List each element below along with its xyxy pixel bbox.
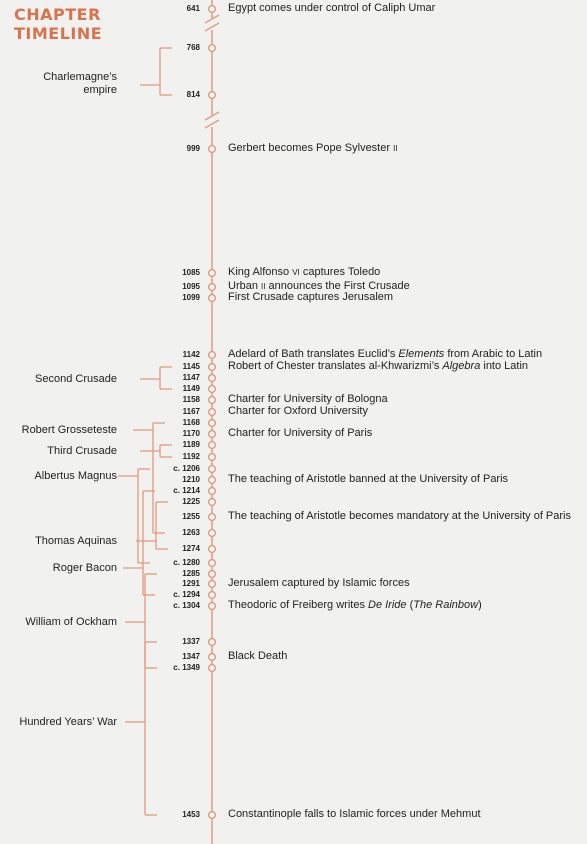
event-text: Urban	[228, 280, 262, 292]
year-label: 1210	[182, 475, 200, 484]
title-line-2: TIMELINE	[14, 24, 103, 43]
event-title-italic: The Rainbow	[413, 599, 479, 611]
event-text: from Arabic to Latin	[444, 348, 543, 360]
event-label	[228, 427, 372, 439]
period-label-line: empire	[83, 84, 117, 96]
year-marker	[209, 812, 216, 819]
year-marker	[209, 665, 216, 672]
period-label	[47, 445, 117, 458]
year-marker	[209, 546, 216, 553]
event-text: Black Death	[228, 650, 288, 662]
year-marker	[209, 514, 216, 521]
year-label: 1085	[182, 268, 200, 277]
event-text: Robert of Chester translates al-Khwarizmi’s	[228, 360, 443, 372]
year-marker	[209, 431, 216, 438]
period-bracket	[140, 48, 172, 95]
period-label	[34, 470, 117, 483]
event-text: captures Toledo	[299, 266, 381, 278]
period-label	[35, 535, 117, 548]
year-label: 1170	[182, 429, 200, 438]
period-label	[35, 373, 117, 386]
year-marker	[209, 592, 216, 599]
year-label: 1337	[182, 637, 200, 646]
year-label: c. 1214	[173, 486, 200, 495]
event-text: VI	[292, 268, 300, 277]
year-label: 1255	[182, 512, 200, 521]
event-title-italic: De Iride	[368, 599, 407, 611]
period-label	[25, 616, 117, 629]
year-marker	[209, 488, 216, 495]
year-marker	[209, 442, 216, 449]
year-marker	[209, 639, 216, 646]
period-bracket	[136, 502, 168, 549]
year-marker	[209, 466, 216, 473]
year-marker	[209, 560, 216, 567]
year-marker	[209, 530, 216, 537]
event-text: announces the First Crusade	[265, 280, 410, 292]
period-label	[53, 562, 117, 575]
year-marker	[209, 6, 216, 13]
event-text: Egypt comes under control of Caliph Umar	[228, 2, 436, 14]
event-text: (	[406, 599, 414, 611]
event-text: First Crusade captures Jerusalem	[228, 291, 394, 303]
event-text: Constantinople falls to Islamic forces under Mehmut	[228, 808, 481, 820]
event-text: Charter for University of Paris	[228, 427, 373, 439]
event-title-italic: Algebra	[442, 360, 481, 372]
period-label-line: Albertus Magnus	[34, 469, 117, 482]
year-label: 1453	[182, 810, 200, 819]
event-label	[228, 360, 528, 372]
year-marker	[209, 499, 216, 506]
year-label: c. 1206	[173, 464, 200, 473]
year-marker	[209, 603, 216, 610]
event-text: into Latin	[480, 360, 529, 372]
event-text: Gerbert becomes Pope Sylvester	[228, 142, 394, 154]
year-marker	[209, 146, 216, 153]
period-label	[19, 716, 117, 729]
event-text: Theodoric of Freiberg writes	[228, 599, 368, 611]
event-text: Adelard of Bath translates Euclid’s	[228, 348, 399, 360]
year-marker	[209, 454, 216, 461]
event-label	[228, 510, 571, 522]
title-line-1: CHAPTER	[14, 5, 101, 24]
year-label: 641	[186, 4, 200, 13]
period-label-line: Second Crusade	[35, 372, 117, 385]
year-marker	[209, 375, 216, 382]
year-marker	[209, 571, 216, 578]
year-label: 814	[186, 90, 200, 99]
period-label	[22, 424, 117, 437]
year-label: c. 1280	[173, 558, 200, 567]
year-label: 1347	[182, 652, 200, 661]
year-label: 1145	[182, 362, 200, 371]
year-label: 1263	[182, 528, 200, 537]
year-label: 1168	[182, 418, 200, 427]
year-marker	[209, 364, 216, 371]
event-label	[228, 599, 482, 611]
period-label	[43, 71, 117, 97]
year-marker	[209, 295, 216, 302]
year-label: 768	[186, 43, 200, 52]
period-label-line: Third Crusade	[47, 444, 117, 457]
year-label: 1274	[182, 544, 200, 553]
event-label	[228, 142, 398, 155]
year-marker	[209, 420, 216, 427]
year-label: 1099	[182, 293, 200, 302]
event-label	[228, 2, 435, 14]
year-label: 1225	[182, 497, 200, 506]
year-label: 1167	[182, 407, 200, 416]
year-label: 1285	[182, 569, 200, 578]
event-text: Charter for University of Bologna	[228, 393, 388, 405]
year-label: 1192	[182, 452, 200, 461]
period-label-line: William of Ockham	[25, 615, 117, 628]
event-label	[228, 473, 508, 485]
event-text: The teaching of Aristotle becomes mandatory at the University of Paris	[228, 510, 571, 522]
year-label: c. 1294	[173, 590, 200, 599]
year-marker	[209, 477, 216, 484]
year-marker	[209, 284, 216, 291]
event-label	[228, 808, 481, 820]
year-label: c. 1304	[173, 601, 200, 610]
year-marker	[209, 581, 216, 588]
event-text: Jerusalem captured by Islamic forces	[228, 577, 410, 589]
year-marker	[209, 352, 216, 359]
event-text: II	[393, 144, 398, 153]
year-label: 1158	[182, 395, 200, 404]
year-marker	[209, 92, 216, 99]
event-text: The teaching of Aristotle banned at the University of Paris	[228, 473, 509, 485]
event-label	[228, 650, 287, 662]
year-label: 999	[186, 144, 200, 153]
period-label-line: Hundred Years’ War	[19, 715, 117, 728]
event-text: Charter for Oxford University	[228, 405, 368, 417]
year-marker	[209, 654, 216, 661]
year-label: 1147	[182, 373, 200, 382]
event-label	[228, 348, 542, 360]
event-label	[228, 291, 393, 303]
year-label: c. 1349	[173, 663, 200, 672]
event-label	[228, 405, 368, 417]
period-label-line: Robert Grosseteste	[21, 423, 117, 436]
event-label	[228, 577, 410, 589]
year-label: 1095	[182, 282, 200, 291]
year-marker	[209, 409, 216, 416]
year-label: 1149	[182, 384, 200, 393]
year-marker	[209, 397, 216, 404]
event-title-italic: Elements	[398, 348, 445, 360]
year-label: 1142	[182, 350, 200, 359]
event-label	[228, 393, 388, 405]
period-label-line: Roger Bacon	[52, 561, 117, 574]
year-marker	[209, 45, 216, 52]
year-marker	[209, 270, 216, 277]
period-label-line: Thomas Aquinas	[35, 534, 117, 547]
event-label	[228, 266, 380, 279]
period-label-line: Charlemagne’s	[43, 71, 117, 83]
event-text: King Alfonso	[228, 266, 293, 278]
year-label: 1291	[182, 579, 200, 588]
event-text: )	[478, 599, 482, 611]
event-text: II	[261, 282, 266, 291]
year-marker	[209, 386, 216, 393]
year-label: 1189	[182, 440, 200, 449]
